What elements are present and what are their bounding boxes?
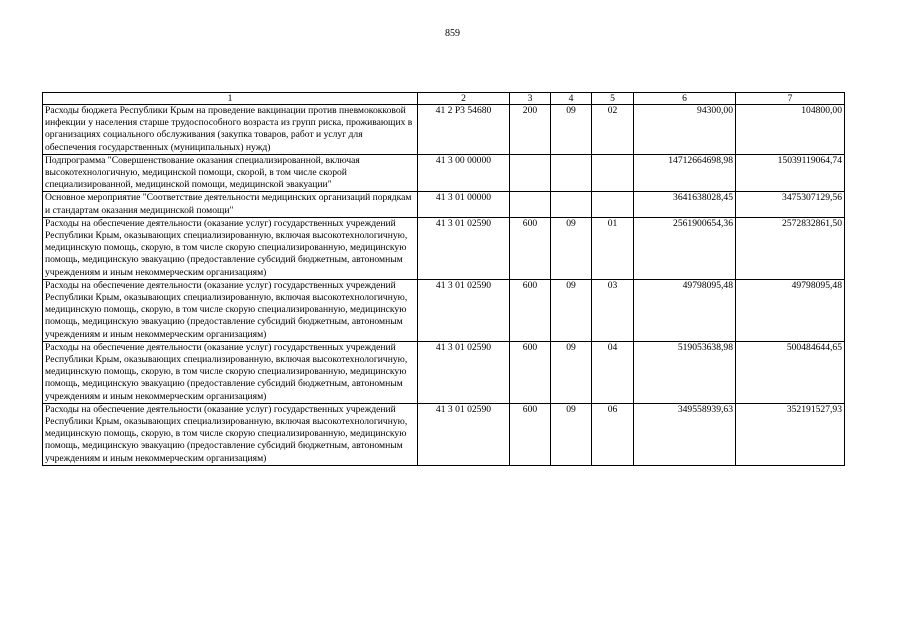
row-subsection: 02 <box>592 105 634 155</box>
row-subsection <box>592 192 634 217</box>
row-expense-type: 600 <box>510 403 551 465</box>
header-col-7: 7 <box>736 93 845 105</box>
row-subsection: 03 <box>592 279 634 341</box>
row-expense-type: 200 <box>510 105 551 155</box>
row-amount-col6: 14712664698,98 <box>634 154 736 192</box>
row-target-article: 41 3 01 00000 <box>418 192 510 217</box>
header-col-2: 2 <box>418 93 510 105</box>
header-col-6: 6 <box>634 93 736 105</box>
budget-table <box>42 92 845 466</box>
row-target-article: 41 3 01 02590 <box>418 217 510 279</box>
row-name: Основное мероприятие "Соответствие деятельности медицинских организаций порядкам и стандартам оказания медицинской помощи" <box>43 192 418 217</box>
row-target-article: 41 2 P3 54680 <box>418 105 510 155</box>
row-expense-type: 600 <box>510 217 551 279</box>
row-name: Расходы на обеспечение деятельности (оказание услуг) государственных учреждений Республики Крым, оказывающих специализированную, включая высокотехнологичную, медицинскую помощь, скорую, в том числе скорую специализированную, медицинскую помощь, медицинскую эвакуацию (предоставление субсидий бюджетным, автономным учреждениям и иным некоммерческим организациям) <box>43 403 418 465</box>
row-amount-col6: 349558939,63 <box>634 403 736 465</box>
row-amount-col6: 3641638028,45 <box>634 192 736 217</box>
table-row <box>43 279 845 341</box>
row-amount-col7: 15039119064,74 <box>736 154 845 192</box>
row-target-article: 41 3 00 00000 <box>418 154 510 192</box>
row-expense-type <box>510 154 551 192</box>
table-row <box>43 154 845 192</box>
row-section: 09 <box>551 217 592 279</box>
row-name: Расходы на обеспечение деятельности (оказание услуг) государственных учреждений Республики Крым, оказывающих специализированную, включая высокотехнологичную, медицинскую помощь, скорую, в том числе скорую специализированную, медицинскую помощь, медицинскую эвакуацию (предоставление субсидий бюджетным, автономным учреждениям и иным некоммерческим организациям) <box>43 279 418 341</box>
header-col-3: 3 <box>510 93 551 105</box>
row-subsection: 04 <box>592 341 634 403</box>
row-amount-col7: 500484644,65 <box>736 341 845 403</box>
table-row <box>43 217 845 279</box>
row-target-article: 41 3 01 02590 <box>418 279 510 341</box>
row-amount-col7: 352191527,93 <box>736 403 845 465</box>
row-section: 09 <box>551 341 592 403</box>
header-col-1: 1 <box>43 93 418 105</box>
table-row <box>43 192 845 217</box>
row-section: 09 <box>551 279 592 341</box>
row-amount-col6: 49798095,48 <box>634 279 736 341</box>
row-amount-col7: 49798095,48 <box>736 279 845 341</box>
row-amount-col7: 2572832861,50 <box>736 217 845 279</box>
table-row <box>43 403 845 465</box>
row-section <box>551 192 592 217</box>
row-amount-col6: 2561900654,36 <box>634 217 736 279</box>
header-row <box>43 93 845 105</box>
row-name: Расходы на обеспечение деятельности (оказание услуг) государственных учреждений Республики Крым, оказывающих специализированную, включая высокотехнологичную, медицинскую помощь, скорую, в том числе скорую специализированную, медицинскую помощь, медицинскую эвакуацию (предоставление субсидий бюджетным, автономным учреждениям и иным некоммерческим организациям) <box>43 341 418 403</box>
row-amount-col7: 3475307129,56 <box>736 192 845 217</box>
row-expense-type <box>510 192 551 217</box>
row-subsection: 06 <box>592 403 634 465</box>
row-amount-col6: 519053638,98 <box>634 341 736 403</box>
row-target-article: 41 3 01 02590 <box>418 403 510 465</box>
header-col-5: 5 <box>592 93 634 105</box>
row-subsection <box>592 154 634 192</box>
header-col-4: 4 <box>551 93 592 105</box>
table-row <box>43 341 845 403</box>
row-target-article: 41 3 01 02590 <box>418 341 510 403</box>
row-name: Расходы на обеспечение деятельности (оказание услуг) государственных учреждений Республики Крым, оказывающих специализированную, включая высокотехнологичную, медицинскую помощь, скорую, в том числе скорую специализированную, медицинскую помощь, медицинскую эвакуацию (предоставление субсидий бюджетным, автономным учреждениям и иным некоммерческим организациям) <box>43 217 418 279</box>
row-section: 09 <box>551 105 592 155</box>
page-number: 859 <box>445 28 460 39</box>
row-expense-type: 600 <box>510 279 551 341</box>
table-row <box>43 105 845 155</box>
row-amount-col7: 104800,00 <box>736 105 845 155</box>
row-name: Подпрограмма "Совершенствование оказания специализированной, включая высокотехнологичную, медицинской помощи, скорой, в том числе скорой специализированной, медицинской помощи, медицинской эвакуации" <box>43 154 418 192</box>
row-name: Расходы бюджета Республики Крым на проведение вакцинации против пневмококковой инфекции у населения старше трудоспособного возраста из групп риска, проживающих в организациях социального обслуживания (закупка товаров, работ и услуг для обеспечения государственных (муниципальных) нужд) <box>43 105 418 155</box>
row-section <box>551 154 592 192</box>
row-section: 09 <box>551 403 592 465</box>
row-amount-col6: 94300,00 <box>634 105 736 155</box>
row-expense-type: 600 <box>510 341 551 403</box>
row-subsection: 01 <box>592 217 634 279</box>
